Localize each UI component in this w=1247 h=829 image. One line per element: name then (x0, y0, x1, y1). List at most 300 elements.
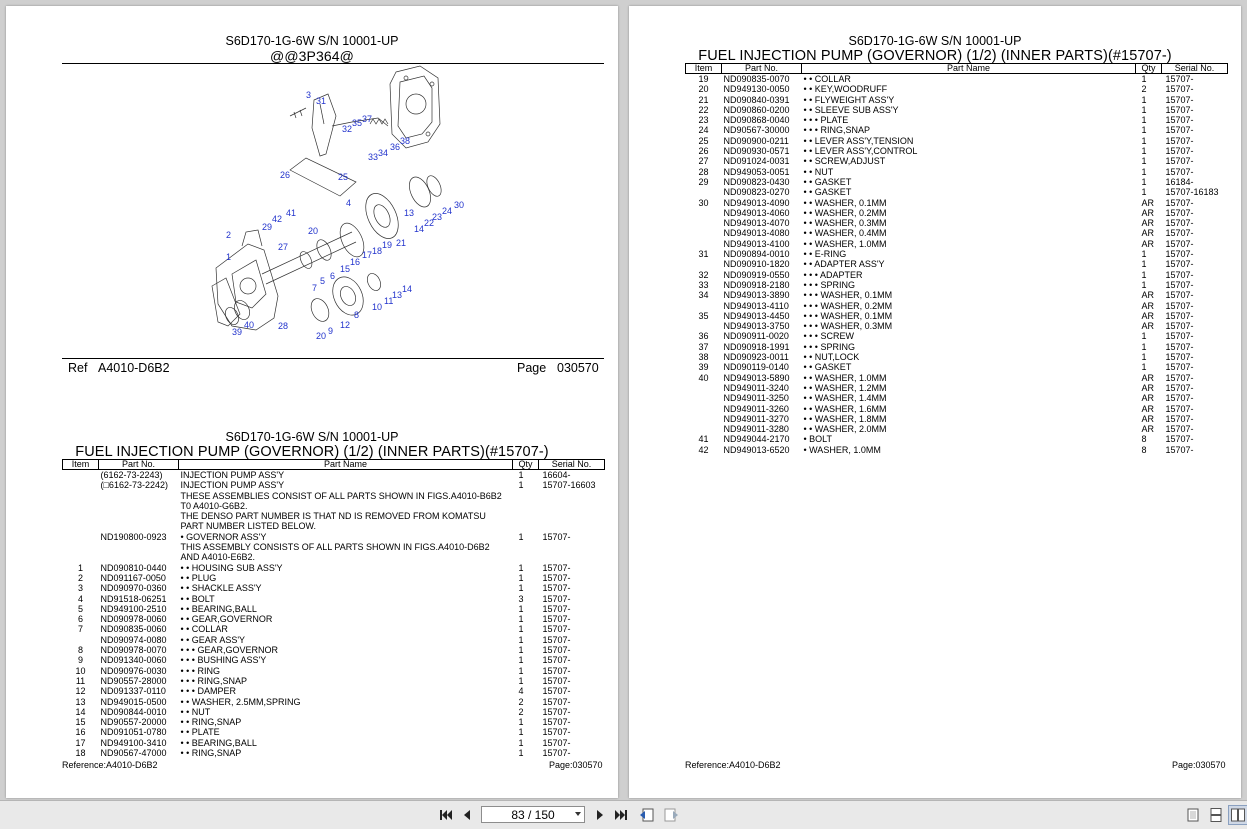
part-number-cell: ND90557-28000 (100, 675, 167, 686)
part-name-cell: • • E-RING (803, 249, 847, 260)
serial-number-cell: 15707- (1165, 300, 1194, 311)
serial-number-cell: 15707- (1165, 372, 1194, 383)
part-number-cell: ND090840-0391 (723, 94, 790, 105)
table-row (686, 383, 1228, 393)
column-header-part-name: Part Name (179, 460, 513, 470)
callout: 18 (372, 246, 383, 256)
serial-number-cell: 15707- (1165, 403, 1194, 414)
part-name-cell: • • • WASHER, 0.1MM (803, 310, 893, 321)
serial-number-cell: 15707- (542, 624, 571, 635)
part-number-cell: ND090894-0010 (723, 249, 790, 260)
item-number-cell: 10 (75, 665, 86, 676)
callout: 10 (372, 302, 383, 312)
table-row (63, 542, 605, 552)
callout: 20 (308, 226, 319, 236)
column-header-item: Item (686, 64, 722, 74)
part-name-cell: • • GEAR ASS'Y (180, 634, 246, 645)
quantity-cell: AR (1141, 424, 1155, 435)
item-number-cell (63, 480, 99, 490)
part-name-cell: • • BEARING,BALL (180, 603, 257, 614)
part-number-cell: ND090918-2180 (723, 279, 790, 290)
page-indicator: 83 / 150 (511, 807, 555, 822)
table-row (686, 331, 1228, 341)
quantity-cell: 1 (518, 655, 524, 666)
column-header-item: Item (63, 460, 99, 470)
table-row (63, 532, 605, 542)
quantity-cell: AR (1141, 310, 1155, 321)
part-number-cell: ND949013-3890 (723, 290, 790, 301)
part-number-cell: ND949011-3260 (723, 403, 789, 414)
serial-number-cell (539, 552, 605, 562)
quantity-cell: 1 (1141, 166, 1147, 177)
part-number-cell: ND090918-1991 (723, 341, 790, 352)
page-number-input[interactable] (481, 806, 585, 823)
table-row (63, 738, 605, 748)
part-name-cell: • • • SCREW (803, 331, 854, 342)
quantity-cell: AR (1141, 218, 1155, 229)
table-row (63, 676, 605, 686)
serial-number-cell: 15707- (542, 706, 571, 717)
quantity-cell: 1 (518, 737, 524, 748)
first-page-icon[interactable] (438, 807, 454, 823)
callout: 14 (414, 224, 425, 234)
table-row (63, 614, 605, 624)
table-row (63, 594, 605, 604)
quantity-cell: AR (1141, 290, 1155, 301)
callout: 2 (226, 230, 232, 240)
item-number-cell (686, 187, 722, 197)
quantity-cell: 1 (518, 675, 524, 686)
serial-number-cell: 15707- (1165, 146, 1194, 157)
part-number-cell (99, 542, 179, 552)
part-number-cell: ND090823-0270 (723, 187, 790, 198)
quantity-cell: 1 (1141, 135, 1147, 146)
table-row (63, 491, 605, 501)
navigation-toolbar (0, 800, 1247, 829)
item-number-cell (686, 301, 722, 311)
item-number-cell (686, 218, 722, 228)
table-row (63, 511, 605, 521)
callout: 20 (316, 331, 327, 341)
table-row (686, 125, 1228, 135)
part-number-cell: ND090923-0011 (723, 352, 789, 363)
serial-number-cell: 15707- (1165, 269, 1194, 280)
item-number-cell: 19 (698, 74, 709, 84)
callout: 16 (350, 257, 361, 267)
part-number-cell (99, 501, 179, 511)
item-number-cell: 38 (698, 352, 709, 363)
column-header-serial-no: Serial No. (539, 460, 605, 470)
table-row (63, 717, 605, 727)
item-number-cell: 13 (75, 696, 86, 707)
table-row (686, 301, 1228, 311)
part-number-cell: ND949013-6520 (723, 444, 790, 455)
table-row (63, 573, 605, 583)
part-name-cell: • • RING,SNAP (180, 717, 242, 728)
item-number-cell (686, 228, 722, 238)
parts-table (62, 459, 605, 758)
part-name-cell: PART NUMBER LISTED BELOW. (180, 521, 317, 532)
callout: 37 (362, 114, 373, 124)
quantity-cell: AR (1141, 321, 1155, 332)
item-number-cell: 16 (75, 727, 86, 738)
part-number-cell (99, 491, 179, 501)
part-name-cell: • • • PLATE (803, 115, 849, 126)
serial-number-cell: 15707- (542, 717, 571, 728)
serial-number-cell: 15707- (1165, 249, 1194, 260)
item-number-cell: 34 (698, 290, 709, 301)
item-number-cell: 26 (698, 146, 709, 157)
part-number-cell: ND091337-0110 (100, 686, 166, 697)
part-number-cell (99, 511, 179, 521)
item-number-cell: 2 (77, 572, 83, 583)
part-name-cell: • • FLYWEIGHT ASS'Y (803, 94, 895, 105)
part-name-cell: • • BOLT (180, 593, 215, 604)
quantity-cell: 1 (518, 531, 524, 542)
part-number-cell: ND949011-3240 (723, 382, 789, 393)
item-number-cell (686, 404, 722, 414)
quantity-cell: AR (1141, 413, 1155, 424)
part-number-cell: ND090911-0020 (723, 331, 789, 342)
part-number-cell: ND090835-0070 (723, 74, 790, 84)
part-number-cell: ND949044-2170 (723, 434, 790, 445)
table-row (686, 228, 1228, 238)
serial-number-cell: 15707- (1165, 279, 1194, 290)
callout: 7 (312, 283, 318, 293)
part-number-cell: ND090978-0060 (100, 614, 167, 625)
serial-number-cell (539, 511, 605, 521)
table-row (686, 84, 1228, 94)
table-row (686, 373, 1228, 383)
quantity-cell: 1 (1141, 331, 1147, 342)
part-name-cell: • • WASHER, 0.4MM (803, 228, 887, 239)
quantity-cell: 1 (518, 727, 524, 738)
table-row (63, 655, 605, 665)
part-number-cell: ND090900-0211 (723, 135, 789, 146)
serial-number-cell: 15707- (1165, 84, 1194, 95)
table-row (686, 95, 1228, 105)
item-number-cell: 3 (77, 583, 83, 594)
table-row (686, 280, 1228, 290)
table-row (686, 352, 1228, 362)
item-number-cell (686, 424, 722, 434)
part-number-cell: ND949013-5890 (723, 372, 790, 383)
table-row (686, 311, 1228, 321)
callout: 4 (346, 198, 352, 208)
part-name-cell: • • WASHER, 0.3MM (803, 218, 887, 229)
table-row (686, 259, 1228, 269)
item-number-cell: 28 (698, 166, 709, 177)
part-name-cell: • • COLLAR (180, 624, 228, 635)
previous-view-icon[interactable] (639, 807, 655, 823)
serial-number-cell: 15707- (1165, 362, 1194, 373)
table-row (686, 198, 1228, 208)
part-number-cell: ND91518-06251 (100, 593, 167, 604)
table-row (686, 393, 1228, 403)
callout: 17 (362, 250, 373, 260)
quantity-cell: 1 (518, 480, 524, 491)
serial-number-cell: 15707- (542, 696, 571, 707)
continuous-view-icon[interactable] (1207, 806, 1225, 824)
part-number-cell: ND949015-0500 (100, 696, 167, 707)
item-number-cell (686, 208, 722, 218)
serial-number-cell: 15707- (1165, 259, 1194, 270)
part-name-cell: • • • WASHER, 0.2MM (803, 300, 893, 311)
table-header-row (686, 64, 1228, 74)
item-number-cell: 6 (77, 614, 83, 625)
part-name-cell: • • COLLAR (803, 74, 851, 84)
part-name-cell: • • SLEEVE SUB ASS'Y (803, 104, 899, 115)
serial-number-cell: 15707- (1165, 218, 1194, 229)
footer-reference: Reference:A4010-D6B2 (62, 760, 158, 770)
quantity-cell: AR (1141, 197, 1155, 208)
item-number-cell (63, 635, 99, 645)
column-header-part-no: Part No. (722, 64, 802, 74)
part-number-cell: ND090910-1820 (723, 259, 790, 270)
part-number-cell: ND090844-0010 (100, 706, 167, 717)
serial-number-cell: 15707- (1165, 74, 1194, 84)
part-number-cell: ND949013-4090 (723, 197, 790, 208)
table-row (63, 480, 605, 490)
table-row (686, 404, 1228, 414)
table-row (63, 635, 605, 645)
serial-number-cell: 15707- (542, 748, 571, 759)
part-name-cell: • • • SPRING (803, 341, 855, 352)
table-row (686, 434, 1228, 444)
table-row (686, 342, 1228, 352)
quantity-cell: 1 (1141, 125, 1147, 136)
quantity-cell: 1 (1141, 341, 1147, 352)
part-name-cell: • • WASHER, 1.0MM (803, 238, 887, 249)
item-number-cell (686, 321, 722, 331)
part-name-cell: THIS ASSEMBLY CONSISTS OF ALL PARTS SHOWN IN FIGS.A4010-D6B2 (180, 542, 490, 553)
item-number-cell: 8 (77, 645, 83, 656)
chevron-down-icon[interactable] (575, 812, 581, 816)
facing-pages-view-icon[interactable] (1229, 806, 1247, 824)
table-row (686, 105, 1228, 115)
part-number-cell: ND090835-0060 (100, 624, 167, 635)
part-name-cell: INJECTION PUMP ASS'Y (180, 470, 285, 480)
part-number-cell: ND949011-3250 (723, 393, 789, 404)
part-number-cell: ND090810-0440 (100, 562, 167, 573)
callout: 29 (262, 222, 273, 232)
quantity-cell: 4 (518, 686, 524, 697)
table-row (686, 424, 1228, 434)
quantity-cell: 1 (518, 614, 524, 625)
item-number-cell: 31 (698, 249, 709, 260)
table-row (63, 552, 605, 562)
item-number-cell: 24 (698, 125, 709, 136)
part-name-cell: • • • RING,SNAP (803, 125, 870, 136)
serial-number-cell: 15707- (542, 614, 571, 625)
item-number-cell: 15 (75, 717, 86, 728)
part-number-cell: ND091051-0780 (100, 727, 167, 738)
callout: 14 (402, 284, 413, 294)
table-row (686, 136, 1228, 146)
quantity-cell: 1 (518, 624, 524, 635)
table-row (686, 208, 1228, 218)
serial-number-cell: 15707- (1165, 94, 1194, 105)
table-row (686, 74, 1228, 85)
part-name-cell: • • SCREW,ADJUST (803, 156, 886, 167)
part-number-cell: ND949013-4080 (723, 228, 790, 239)
quantity-cell: 1 (1141, 115, 1147, 126)
quantity-cell: AR (1141, 403, 1155, 414)
single-page-view-icon[interactable] (1184, 806, 1202, 824)
callout: 34 (378, 148, 389, 158)
column-header-serial-no: Serial No. (1162, 64, 1228, 74)
serial-number-cell: 16184- (1165, 176, 1194, 187)
callout: 13 (404, 208, 415, 218)
quantity-cell: 1 (1141, 94, 1147, 105)
part-name-cell: • • PLUG (180, 572, 217, 583)
part-name-cell: • • SHACKLE ASS'Y (180, 583, 262, 594)
part-number-cell: ND090823-0430 (723, 176, 790, 187)
part-name-cell: • • GASKET (803, 362, 852, 373)
item-number-cell: 33 (698, 279, 709, 290)
table-row (63, 748, 605, 758)
model-heading: S6D170-1G-6W S/N 10001-UP (848, 34, 1022, 48)
callout: 21 (396, 238, 407, 248)
part-name-cell: T0 A4010-G6B2. (180, 500, 248, 511)
quantity-cell: 1 (1141, 176, 1147, 187)
quantity-cell: 1 (518, 562, 524, 573)
quantity-cell: 1 (1141, 352, 1147, 363)
part-number-cell: ND949100-3410 (100, 737, 167, 748)
table-row (686, 218, 1228, 228)
serial-number-cell: 15707- (1165, 125, 1194, 136)
item-number-cell: 35 (698, 310, 709, 321)
previous-page-icon[interactable] (459, 807, 475, 823)
part-name-cell: • • NUT (803, 166, 834, 177)
callout: 31 (316, 96, 327, 106)
quantity-cell: 1 (1141, 249, 1147, 260)
part-number-cell: ND949130-0050 (723, 84, 790, 95)
table-row (686, 187, 1228, 197)
serial-number-cell: 15707- (1165, 207, 1194, 218)
serial-number-cell: 15707-16603 (542, 480, 596, 491)
parts-table (685, 63, 1228, 455)
item-number-cell: 39 (698, 362, 709, 373)
item-number-cell (63, 521, 99, 531)
part-number-cell: ND949013-4060 (723, 207, 790, 218)
item-number-cell (63, 501, 99, 511)
quantity-cell: 1 (1141, 104, 1147, 115)
item-number-cell (686, 414, 722, 424)
serial-number-cell (539, 501, 605, 511)
serial-number-cell: 15707- (1165, 166, 1194, 177)
serial-number-cell: 15707- (542, 583, 571, 594)
item-number-cell: 42 (698, 444, 709, 455)
serial-number-cell: 15707- (1165, 393, 1194, 404)
serial-number-cell: 15707- (542, 634, 571, 645)
serial-number-cell: 15707- (542, 572, 571, 583)
callout: 8 (354, 310, 360, 320)
item-number-cell (63, 542, 99, 552)
part-name-cell: • • NUT,LOCK (803, 352, 860, 363)
part-name-cell: • • • DAMPER (180, 686, 236, 697)
quantity-cell: 1 (1141, 156, 1147, 167)
callout: 9 (328, 326, 334, 336)
quantity-cell: 3 (518, 593, 524, 604)
serial-number-cell: 15707- (1165, 352, 1194, 363)
item-number-cell: 7 (77, 624, 83, 635)
part-name-cell: • • WASHER, 1.0MM (803, 372, 887, 383)
callout: 40 (244, 320, 255, 330)
serial-number-cell: 15707- (1165, 321, 1194, 332)
model-heading: S6D170-1G-6W S/N 10001-UP (225, 34, 399, 48)
quantity-cell: 1 (518, 748, 524, 759)
last-page-icon[interactable] (613, 807, 629, 823)
item-number-cell: 5 (77, 603, 83, 614)
serial-number-cell: 15707- (1165, 238, 1194, 249)
part-number-cell: ND090976-0030 (100, 665, 167, 676)
part-number-cell: ND949100-2510 (100, 603, 167, 614)
serial-number-cell: 15707- (542, 603, 571, 614)
part-name-cell: • • • RING (180, 665, 220, 676)
part-number-cell (99, 521, 179, 531)
part-name-cell: • • WASHER, 2.5MM,SPRING (180, 696, 301, 707)
quantity-cell: AR (1141, 228, 1155, 239)
callout: 3 (306, 90, 312, 100)
item-number-cell: 9 (77, 655, 83, 666)
part-name-cell: • • WASHER, 1.2MM (803, 382, 887, 393)
callout: 13 (392, 290, 403, 300)
callout: 41 (286, 208, 297, 218)
part-number-cell: ND949013-4110 (723, 300, 789, 311)
quantity-cell: AR (1141, 372, 1155, 383)
callout: 24 (442, 206, 453, 216)
quantity-cell: 1 (518, 665, 524, 676)
part-name-cell: THE DENSO PART NUMBER IS THAT ND IS REMOVED FROM KOMATSU (180, 511, 486, 522)
serial-number-cell: 15707- (1165, 290, 1194, 301)
part-name-cell: • • GEAR,GOVERNOR (180, 614, 273, 625)
serial-number-cell: 15707- (1165, 382, 1194, 393)
table-row (63, 470, 605, 481)
part-number-cell: ND190800-0923 (100, 531, 167, 542)
serial-number-cell: 15707- (1165, 434, 1194, 445)
callout: 11 (384, 296, 394, 306)
item-number-cell (63, 511, 99, 521)
item-number-cell: 4 (77, 593, 83, 604)
next-view-icon[interactable] (663, 807, 679, 823)
quantity-cell: 1 (518, 583, 524, 594)
table-row (63, 645, 605, 655)
part-name-cell: • • RING,SNAP (180, 748, 242, 759)
item-number-cell (63, 552, 99, 562)
callout: 5 (320, 276, 326, 286)
part-name-cell: • • KEY,WOODRUFF (803, 84, 888, 95)
serial-number-cell: 15707- (542, 645, 571, 656)
item-number-cell: 41 (698, 434, 709, 445)
quantity-cell: AR (1141, 300, 1155, 311)
quantity-cell: 1 (1141, 259, 1147, 270)
part-number-cell: ND091167-0050 (100, 572, 166, 583)
part-name-cell: • • • GEAR,GOVERNOR (180, 645, 278, 656)
table-row (686, 156, 1228, 166)
item-number-cell: 30 (698, 197, 709, 208)
part-name-cell: • • NUT (180, 706, 211, 717)
serial-number-cell: 15707- (542, 665, 571, 676)
item-number-cell: 27 (698, 156, 709, 167)
page-value: 030570 (557, 361, 599, 375)
part-name-cell: • • WASHER, 0.1MM (803, 197, 887, 208)
item-number-cell: 23 (698, 115, 709, 126)
next-page-icon[interactable] (592, 807, 608, 823)
quantity-cell: 8 (1141, 444, 1147, 455)
callout: 38 (400, 136, 411, 146)
callout: 42 (272, 214, 283, 224)
